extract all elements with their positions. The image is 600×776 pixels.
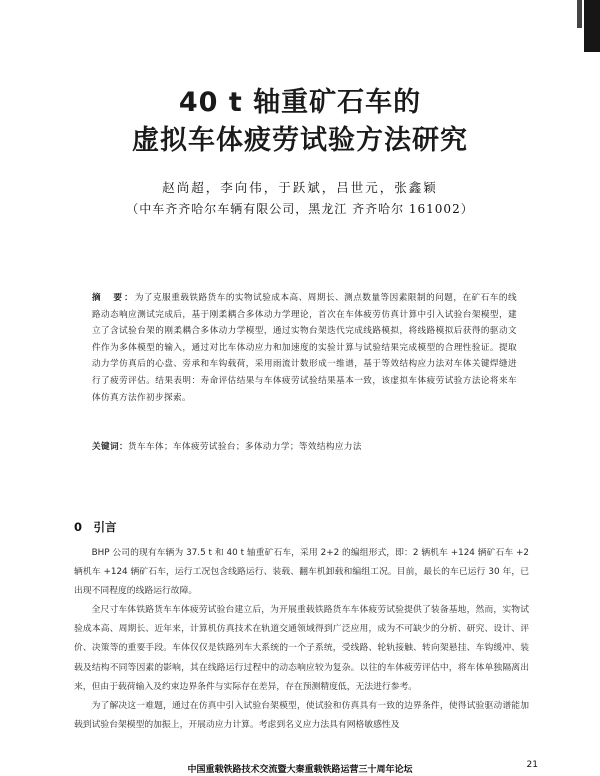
paragraph: 为了解决这一难题，通过在仿真中引入试验台架模型，使试验和仿真具有一致的边界条件，使得试验驱动谱能加载到试验台架模型的加振上，开展动应力计算。考虑到名义应力法具有网格敏感性及 bbox=[74, 700, 529, 730]
affiliation: （中车齐齐哈尔车辆有限公司，黑龙江 齐齐哈尔 161002） bbox=[126, 202, 474, 216]
paper-title-line-1: 40 t 轴重矿石车的 bbox=[178, 87, 422, 118]
conference-footer: 中国重载铁路技术交流暨大秦重载铁路运营三十周年论坛 bbox=[187, 765, 413, 775]
section-heading: 0 引言 bbox=[74, 520, 117, 534]
keywords-label: 关键词： bbox=[92, 442, 128, 452]
paragraph: 全尺寸车体铁路货车车体疲劳试验台建立后，为开展重载铁路货车车体疲劳试验提供了装备基地，然而，实物试验成本高、周期长、近年来，计算机仿真技术在轨道交通领域得到广泛应用，成为不可缺少的分析、研究、设计、评价、决策等的重要手段。车体仅仅是铁路列车大系统的一个子系统，受线路、轮轨接触、转向架悬挂、车钩缓冲、装载及结构不同等因素的影响，其在线路运行过程中的动态响应较为复杂。以往的车体疲劳评估中，将车体单独隔离出来，但由于载荷输入及约束边界条件与实际存在差异，存在预测精度低，无法进行参考。 bbox=[74, 605, 529, 692]
scan-edge-mark bbox=[577, 0, 582, 28]
abstract bbox=[92, 290, 517, 406]
paper-title-line-2: 虚拟车体疲劳试验方法研究 bbox=[132, 125, 468, 156]
keywords bbox=[92, 440, 517, 452]
author-list: 赵尚超，李向伟，于跃斌，吕世元，张鑫颖 bbox=[162, 180, 438, 195]
abstract-label: 摘 要： bbox=[92, 293, 135, 303]
scan-edge-mark bbox=[584, 0, 600, 52]
body-text bbox=[74, 544, 529, 735]
paragraph: BHP 公司的现有车辆为 37.5 t 和 40 t 轴重矿石车，采用 2+2 的编组形式，即：2 辆机车 +124 辆矿石车 +2 辆机车 +124 辆矿石车，运行工况包含线路运行、装载、翻车机卸载和编组工况。目前，最长的车已运行 30 年，已出现不同程度的线路运行故障。 bbox=[74, 548, 529, 597]
page-number: 21 bbox=[526, 760, 538, 770]
keywords-text: 货车车体；车体疲劳试验台；多体动力学；等效结构应力法 bbox=[127, 442, 362, 452]
abstract-text: 为了克服重载铁路货车的实物试验成本高、周期长、测点数量等因素限制的问题，在矿石车的线路动态响应测试完成后，基于刚柔耦合多体动力学理论，首次在车体疲劳仿真计算中引入试验台架模型，建立了含试验台架的刚柔耦合多体动力学模型，通过实物台架迭代完成线路模拟，将线路模拟后获得的驱动文件作为多体模型的输入，通过对比车体动应力和加速度的实验计算与试验结果完成模型的合理性验证。提取动力学仿真后的心盘、旁承和车钩载荷，采用雨流计数形成一维谱，基于等效结构应力法对车体关键焊缝进行了疲劳评估。结果表明：寿命评估结果与车体疲劳试验结果基本一致，该虚拟车体疲劳试验方法论将来车体仿真方法作初步探索。 bbox=[92, 293, 517, 403]
